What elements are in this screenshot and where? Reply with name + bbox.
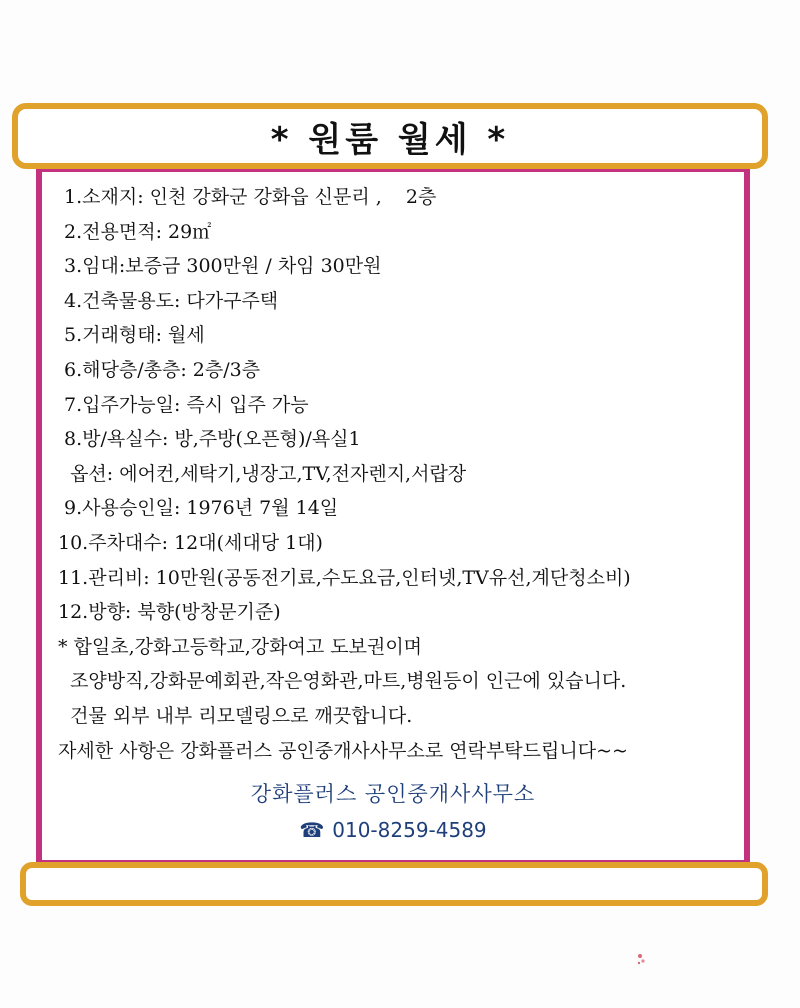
detail-rooms: 8.방/욕실수: 방,주방(오픈형)/욕실1 xyxy=(58,428,361,451)
note-nearby: 조양방직,강화문예회관,작은영화관,마트,병원등이 인근에 있습니다. xyxy=(58,670,627,693)
ink-speck xyxy=(636,952,646,966)
note-remodel: 건물 외부 내부 리모델링으로 깨끗합니다. xyxy=(58,704,413,727)
detail-transaction-type: 5.거래형태: 월세 xyxy=(58,324,205,347)
detail-options: 옵션: 에어컨,세탁기,냉장고,TV,전자렌지,서랍장 xyxy=(58,462,467,485)
note-schools: * 합일초,강화고등학교,강화여고 도보권이며 xyxy=(58,635,423,658)
phone-number: 010-8259-4589 xyxy=(332,818,487,842)
detail-move-in: 7.입주가능일: 즉시 입주 가능 xyxy=(58,393,309,416)
detail-maintenance-fee: 11.관리비: 10만원(공동전기료,수도요금,인터넷,TV유선,계단청소비) xyxy=(58,566,631,589)
page-title: * 원룸 월세 * xyxy=(270,119,510,160)
phone-icon: ☎ xyxy=(299,818,325,842)
detail-approval-date: 9.사용승인일: 1976년 7월 14일 xyxy=(58,497,339,520)
detail-rent: 3.임대:보증금 300만원 / 차임 30만원 xyxy=(58,255,382,278)
phone-line xyxy=(36,818,750,842)
note-contact-request: 자세한 사항은 강화플러스 공인중개사사무소로 연락부탁드립니다~~ xyxy=(58,739,628,762)
detail-building-use: 4.건축물용도: 다가구주택 xyxy=(58,289,279,312)
office-name: 강화플러스 공인중개사사무소 xyxy=(250,782,536,806)
title-banner xyxy=(12,103,768,169)
listing-details xyxy=(58,180,748,768)
detail-parking: 10.주차대수: 12대(세대당 1대) xyxy=(58,531,323,554)
bottom-banner xyxy=(20,862,768,906)
detail-direction: 12.방향: 북향(방창문기준) xyxy=(58,601,281,624)
detail-floor: 6.해당층/총층: 2층/3층 xyxy=(58,358,261,381)
detail-address: 1.소재지: 인천 강화군 강화읍 신문리 , 2층 xyxy=(58,186,437,208)
detail-area: 2.전용면적: 29㎡ xyxy=(58,220,212,243)
